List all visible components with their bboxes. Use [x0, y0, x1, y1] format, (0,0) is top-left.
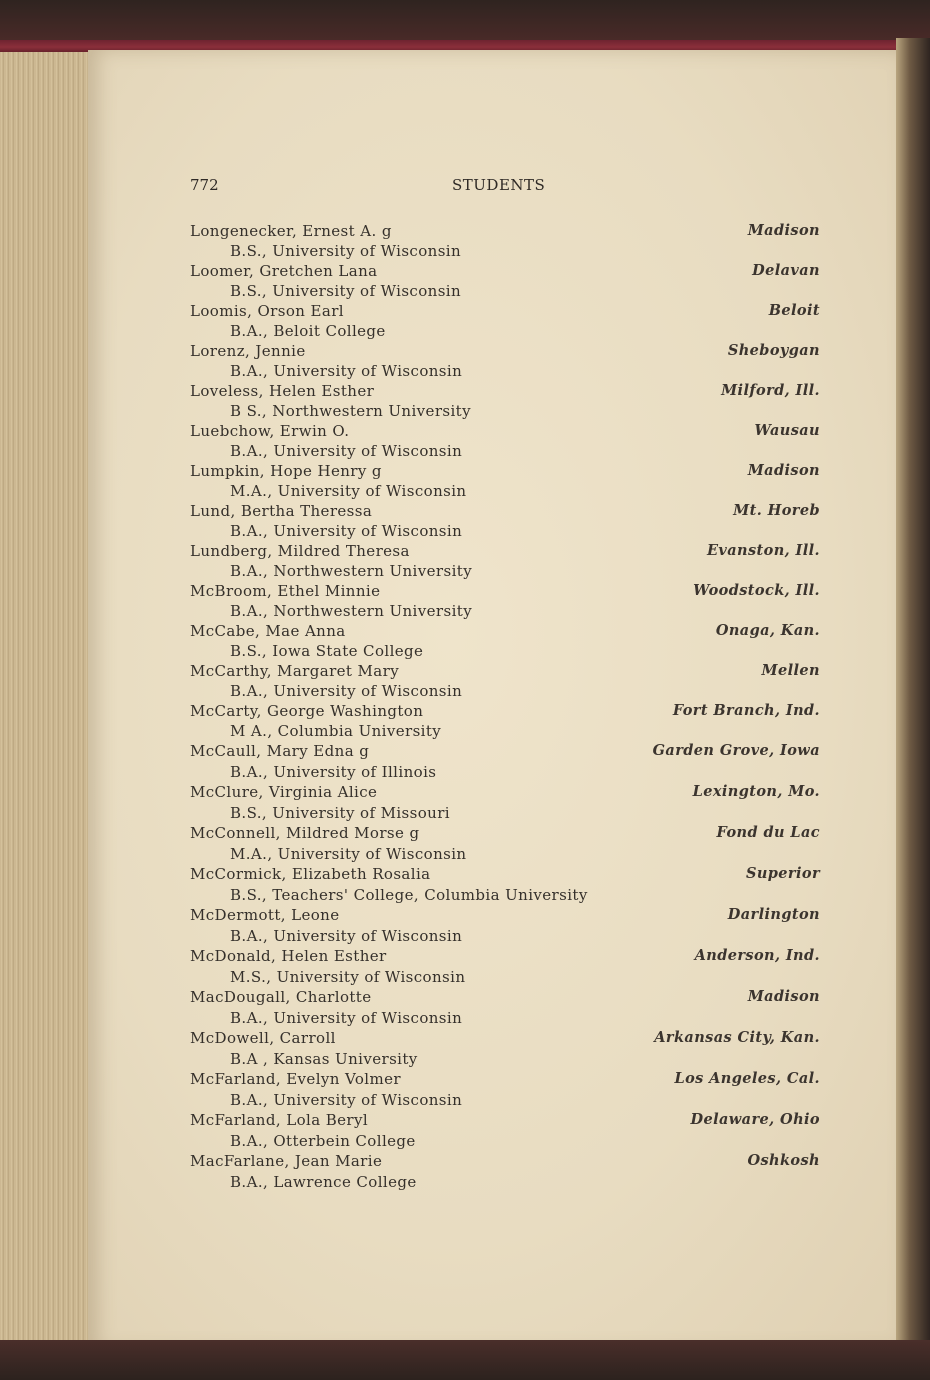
student-degree: M.A., University of Wisconsin [230, 844, 467, 863]
student-name: McCabe, Mae Anna [190, 622, 346, 640]
student-name: McCormick, Elizabeth Rosalia [190, 865, 431, 883]
student-name-line [190, 1110, 830, 1131]
student-entry [190, 261, 830, 301]
student-name: McFarland, Evelyn Volmer [190, 1070, 401, 1088]
student-hometown: Superior [745, 865, 820, 882]
student-entry [190, 461, 830, 501]
student-name: Loomis, Orson Earl [190, 302, 344, 320]
student-degree: B.A., Otterbein College [230, 1131, 416, 1150]
student-name: MacDougall, Charlotte [190, 988, 372, 1006]
student-name-line [190, 261, 830, 281]
student-degree: B.S., University of Wisconsin [230, 242, 462, 260]
student-name-line [190, 905, 830, 926]
page-number: 772 [190, 176, 219, 194]
student-name-line [190, 946, 830, 967]
student-hometown: Fort Branch, Ind. [672, 702, 820, 719]
student-name-line [190, 581, 830, 601]
student-degree: B.S., Iowa State College [230, 642, 424, 660]
student-entry [190, 701, 830, 741]
student-degree: M.A., University of Wisconsin [230, 482, 467, 500]
student-degree: B.A., Lawrence College [230, 1172, 417, 1191]
student-degree: M A., Columbia University [230, 722, 442, 740]
student-hometown: Arkansas City, Kan. [654, 1029, 820, 1046]
student-degree: B.A., Beloit College [230, 322, 386, 340]
student-hometown: Anderson, Ind. [694, 947, 820, 964]
student-degree: B.A., University of Wisconsin [230, 1090, 463, 1109]
book-top-edge [0, 0, 930, 42]
student-name-line [190, 461, 830, 481]
student-name-line [190, 823, 830, 844]
student-degree: B.A., University of Wisconsin [230, 442, 463, 460]
student-entry [190, 381, 830, 421]
student-degree: B.S., University of Wisconsin [230, 282, 462, 300]
student-entry [190, 501, 830, 541]
student-name: McCarty, George Washington [190, 702, 424, 720]
student-name: MacFarlane, Jean Marie [190, 1152, 383, 1170]
student-name-line [190, 301, 830, 321]
student-entry [190, 301, 830, 341]
student-hometown: Fond du Lac [716, 824, 820, 841]
student-name-line [190, 421, 830, 441]
student-degree: B.A., University of Wisconsin [230, 926, 463, 945]
student-name: McConnell, Mildred Morse g [190, 824, 420, 842]
student-entry [190, 864, 830, 905]
student-name: Lund, Bertha Theressa [190, 502, 373, 520]
student-name-line [190, 1028, 830, 1049]
student-hometown: Garden Grove, Iowa [652, 742, 820, 759]
student-name: McBroom, Ethel Minnie [190, 582, 381, 600]
student-name-line [190, 701, 830, 721]
student-name-line [190, 661, 830, 681]
student-degree: B.A., University of Illinois [230, 762, 437, 781]
student-hometown: Beloit [768, 302, 820, 319]
student-hometown: Onaga, Kan. [715, 622, 820, 639]
student-name: McDermott, Leone [190, 906, 340, 924]
book-spine-shadow [896, 38, 930, 1353]
student-name: McCarthy, Margaret Mary [190, 662, 400, 680]
student-degree: B.A., Northwestern University [230, 602, 473, 620]
student-hometown: Oshkosh [747, 1152, 820, 1169]
student-hometown: Mellen [761, 662, 820, 679]
student-degree: B.A., Northwestern University [230, 562, 473, 580]
student-entry [190, 1110, 830, 1151]
student-name: Lumpkin, Hope Henry g [190, 462, 382, 480]
student-hometown: Madison [747, 988, 820, 1005]
student-degree: B.A., University of Wisconsin [230, 522, 463, 540]
student-name-line [190, 1069, 830, 1090]
student-name: McClure, Virginia Alice [190, 783, 378, 801]
student-degree: B.A., University of Wisconsin [230, 1008, 463, 1027]
student-degree: M.S., University of Wisconsin [230, 967, 466, 986]
student-entry [190, 1151, 830, 1192]
book-bottom-edge [0, 1340, 930, 1380]
student-entry [190, 661, 830, 701]
student-hometown: Madison [747, 462, 820, 479]
student-degree: B S., Northwestern University [230, 402, 471, 420]
student-name: McFarland, Lola Beryl [190, 1111, 369, 1129]
student-entry [190, 1069, 830, 1110]
student-hometown: Darlington [727, 906, 820, 923]
student-entry [190, 782, 830, 823]
student-name-line [190, 541, 830, 561]
student-degree: B.S., Teachers' College, Columbia University [230, 885, 588, 904]
student-entry [190, 946, 830, 987]
student-name-line [190, 501, 830, 521]
student-name: Lorenz, Jennie [190, 342, 306, 360]
student-hometown: Delaware, Ohio [690, 1111, 820, 1128]
student-entry [190, 221, 830, 261]
student-name-line [190, 341, 830, 361]
student-name-line [190, 864, 830, 885]
student-name: Longenecker, Ernest A. g [190, 222, 392, 240]
student-degree: B.S., University of Missouri [230, 803, 450, 822]
student-hometown: Milford, Ill. [721, 382, 820, 399]
page-stack-edge [0, 52, 92, 1348]
student-name-line [190, 782, 830, 803]
student-name: McCaull, Mary Edna g [190, 742, 370, 760]
student-entry [190, 823, 830, 864]
student-hometown: Delavan [752, 262, 820, 279]
student-degree: B.A., University of Wisconsin [230, 682, 463, 700]
student-degree: B.A , Kansas University [230, 1049, 418, 1068]
student-hometown: Mt. Horeb [733, 502, 820, 519]
student-entry [190, 905, 830, 946]
student-name-line [190, 987, 830, 1008]
student-entry [190, 987, 830, 1028]
student-hometown: Woodstock, Ill. [693, 582, 820, 599]
student-entry [190, 741, 830, 782]
student-entry [190, 621, 830, 661]
student-entry [190, 421, 830, 461]
student-name: Luebchow, Erwin O. [190, 422, 350, 440]
student-hometown: Wausau [754, 422, 820, 439]
student-name: McDowell, Carroll [190, 1029, 336, 1047]
student-entry [190, 581, 830, 621]
student-hometown: Madison [747, 222, 820, 239]
student-entry [190, 1028, 830, 1069]
student-hometown: Lexington, Mo. [692, 783, 820, 800]
student-name-line [190, 381, 830, 401]
student-name-line [190, 741, 830, 762]
student-degree: B.A., University of Wisconsin [230, 362, 463, 380]
student-list [190, 221, 830, 1192]
student-name: McDonald, Helen Esther [190, 947, 387, 965]
student-hometown: Sheboygan [727, 342, 820, 359]
page-header [190, 176, 560, 200]
running-head: STUDENTS [452, 176, 546, 194]
student-entry [190, 541, 830, 581]
student-name: Loomer, Gretchen Lana [190, 262, 378, 280]
student-entry [190, 341, 830, 381]
student-name: Loveless, Helen Esther [190, 382, 375, 400]
student-name: Lundberg, Mildred Theresa [190, 542, 410, 560]
student-hometown: Evanston, Ill. [706, 542, 820, 559]
student-name-line [190, 221, 830, 241]
student-name-line [190, 1151, 830, 1172]
student-hometown: Los Angeles, Cal. [674, 1070, 820, 1087]
student-name-line [190, 621, 830, 641]
